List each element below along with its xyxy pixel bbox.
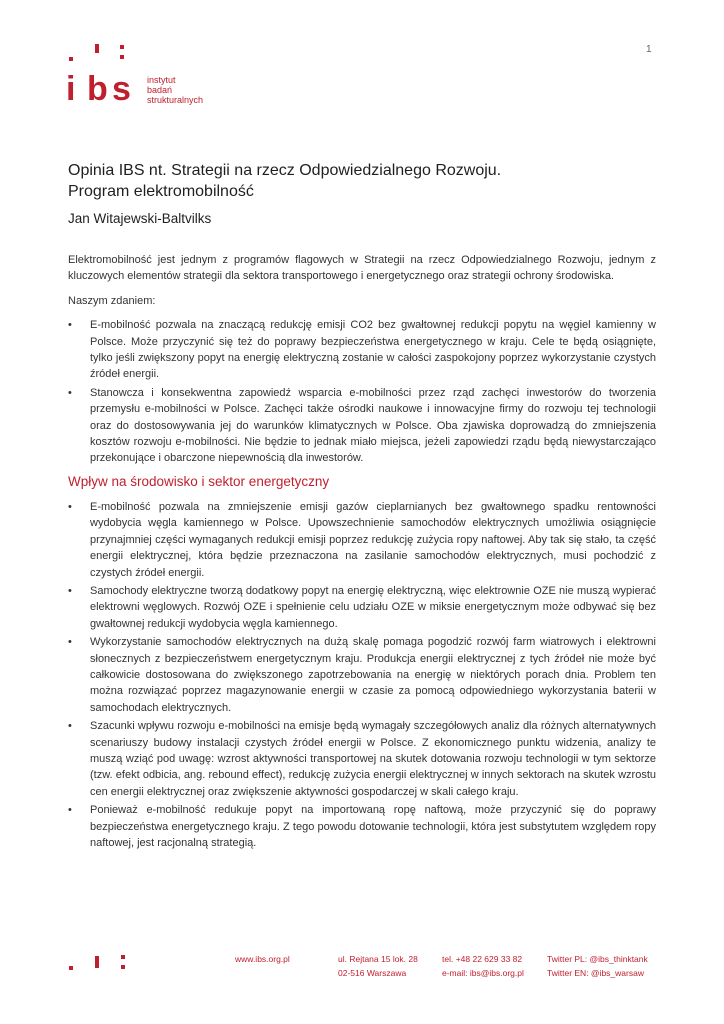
footer-twitter bbox=[547, 952, 648, 980]
footer-logo bbox=[64, 953, 134, 973]
logo-subtitle-line: instytut bbox=[147, 75, 176, 85]
logo-subtitle bbox=[147, 75, 203, 105]
section-list bbox=[68, 499, 656, 852]
document-body bbox=[68, 252, 656, 857]
website-link[interactable]: www.ibs.org.pl bbox=[235, 954, 290, 964]
list-item: • E-mobilność pozwala na zmniejszenie emisji gazów cieplarnianych bez gwałtownego spadku rentowności wydobycia węgla kamiennego w Polsce. Upowszechnienie samochodów elektrycznych umożliwia osiągnięcie przynajmniej części wymaganych redukcji emisji poprzez redukcję zużycia ropy naftowej. Aby tak się stało, ta część energii elektrycznej, która będzie przeznaczona na zasilanie samochodów elektrycznych, musi pochodzić z czystych źródeł energii. bbox=[68, 499, 656, 581]
title-line: Program elektromobilność bbox=[68, 183, 254, 200]
page-number: 1 bbox=[646, 44, 652, 55]
logo-subtitle-line: badań bbox=[147, 85, 173, 95]
logo-dot bbox=[95, 44, 99, 53]
footer-website[interactable] bbox=[235, 952, 290, 966]
opinion-lead: Naszym zdaniem: bbox=[68, 294, 156, 307]
logo-dot bbox=[121, 955, 125, 959]
document-title bbox=[68, 160, 658, 202]
logo-letter-s: s bbox=[112, 70, 131, 108]
logo-subtitle-line: strukturalnych bbox=[147, 95, 204, 105]
twitter-en-link[interactable]: Twitter EN: @ibs_warsaw bbox=[547, 968, 644, 978]
section-heading: Wpływ na środowisko i sektor energetyczny bbox=[68, 473, 330, 489]
footer-contact bbox=[442, 952, 524, 980]
logo-dot bbox=[95, 956, 99, 968]
address-line: ul. Rejtana 15 lok. 28 bbox=[338, 954, 418, 964]
logo-letter-b: b bbox=[87, 70, 108, 108]
email-link[interactable]: e-mail: ibs@ibs.org.pl bbox=[442, 968, 524, 978]
list-item: • Ponieważ e-mobilność redukuje popyt na importowaną ropę naftową, może przyczynić się do poprawy bezpieczeństwa energetycznego kraju. Z tego powodu dotowanie technologii, która jest substytutem względem ropy naftowej, jest racjonalną strategią. bbox=[68, 802, 656, 851]
list-item: • Wykorzystanie samochodów elektrycznych na dużą skalę pomaga pogodzić rozwój farm wiatrowych i elektrowni słonecznych z bezpieczeństwem energetycznym kraju. Produkcja energii elektrycznej z tych źródeł nie może być całkowicie dostosowana do zwiększonego zapotrzebowania na energię w niektórych porach dnia. Problem ten można rozwiązać poprzez magazynowanie energii w czasie za pomocą odpowiedniego wykorzystania baterii w samochodach elektrycznych. bbox=[68, 634, 656, 716]
logo-dot bbox=[121, 965, 125, 969]
address-line: 02-516 Warszawa bbox=[338, 968, 407, 978]
logo-dot bbox=[120, 55, 124, 59]
twitter-pl-link[interactable]: Twitter PL: @ibs_thinktank bbox=[547, 954, 648, 964]
title-line: Opinia IBS nt. Strategii na rzecz Odpowiedzialnego Rozwoju. bbox=[68, 162, 502, 179]
list-item: • Stanowcza i konsekwentna zapowiedź wsparcia e-mobilności przez rząd zachęci inwestorów do tworzenia przemysłu e-mobilności w Polsce. Zachęci także ośrodki naukowe i innowacyjne firmy do rozwoju tej technologii oraz do dostosowywania jej do warunków klimatycznych w Polsce. Oba zjawiska doprowadzą do zmniejszenia kosztów rozwoju e-mobilności. Nie będzie to jednak miało miejsca, jeżeli zapowiedzi rządu będą niewystarczająco przekonujące i obarczone niepewnością dla inwestorów. bbox=[68, 385, 656, 467]
logo-dot bbox=[120, 45, 124, 49]
phone: tel. +48 22 629 33 82 bbox=[442, 954, 523, 964]
author: Jan Witajewski-Baltvilks bbox=[68, 211, 212, 226]
list-item: • E-mobilność pozwala na znaczącą redukcję emisji CO2 bez gwałtownej redukcji popytu na węgiel kamienny w Polsce. Może przyczynić się też do poprawy bezpieczeństwa energetycznego w kraju. Cele te będą osiągnięte, tylko jeśli zwiększony popyt na energię elektryczną zostanie w całości zaspokojony poprzez wykorzystanie czystych źródeł energii. bbox=[68, 317, 656, 383]
footer-address bbox=[338, 952, 418, 980]
list-item: • Szacunki wpływu rozwoju e-mobilności na emisje będą wymagały szczegółowych analiz dla różnych alternatywnych scenariuszy budowy instalacji czystych źródeł energii w Polsce. Z ekonomicznego punktu widzenia, analizy te muszą wziąć pod uwagę: wzrost aktywności transportowej na skutek dotowania rozwoju technologii w tym sektorze (tzw. efekt odbicia, ang. rebound effect), redukcję zużycia energii elektrycznej w innych sektorach na skutek wzrostu cen energii elektrycznej oraz zwiększenie aktywności gospodarczej w skali całego kraju. bbox=[68, 718, 656, 800]
opinion-list bbox=[68, 317, 656, 467]
logo-letter-i: i bbox=[66, 70, 76, 108]
intro-paragraph: Elektromobilność jest jednym z programów flagowych w Strategii na rzecz Odpowiedzialnego Rozwoju, jednym z kluczowych elementów strategii dla sektora transportowego i energetycznego oraz strategii ochrony środowiska. bbox=[68, 254, 656, 283]
logo-dot bbox=[69, 57, 73, 61]
logo-dot bbox=[69, 966, 73, 970]
list-item: • Samochody elektryczne tworzą dodatkowy popyt na energię elektryczną, więc elektrownie OZE nie muszą wypierać elektrowni węglowych. Rozwój OZE i spełnienie celu udziału OZE w miksie energetycznym może odbywać się bez gwałtownej redukcji wydobycia węgla kamiennego. bbox=[68, 583, 656, 632]
